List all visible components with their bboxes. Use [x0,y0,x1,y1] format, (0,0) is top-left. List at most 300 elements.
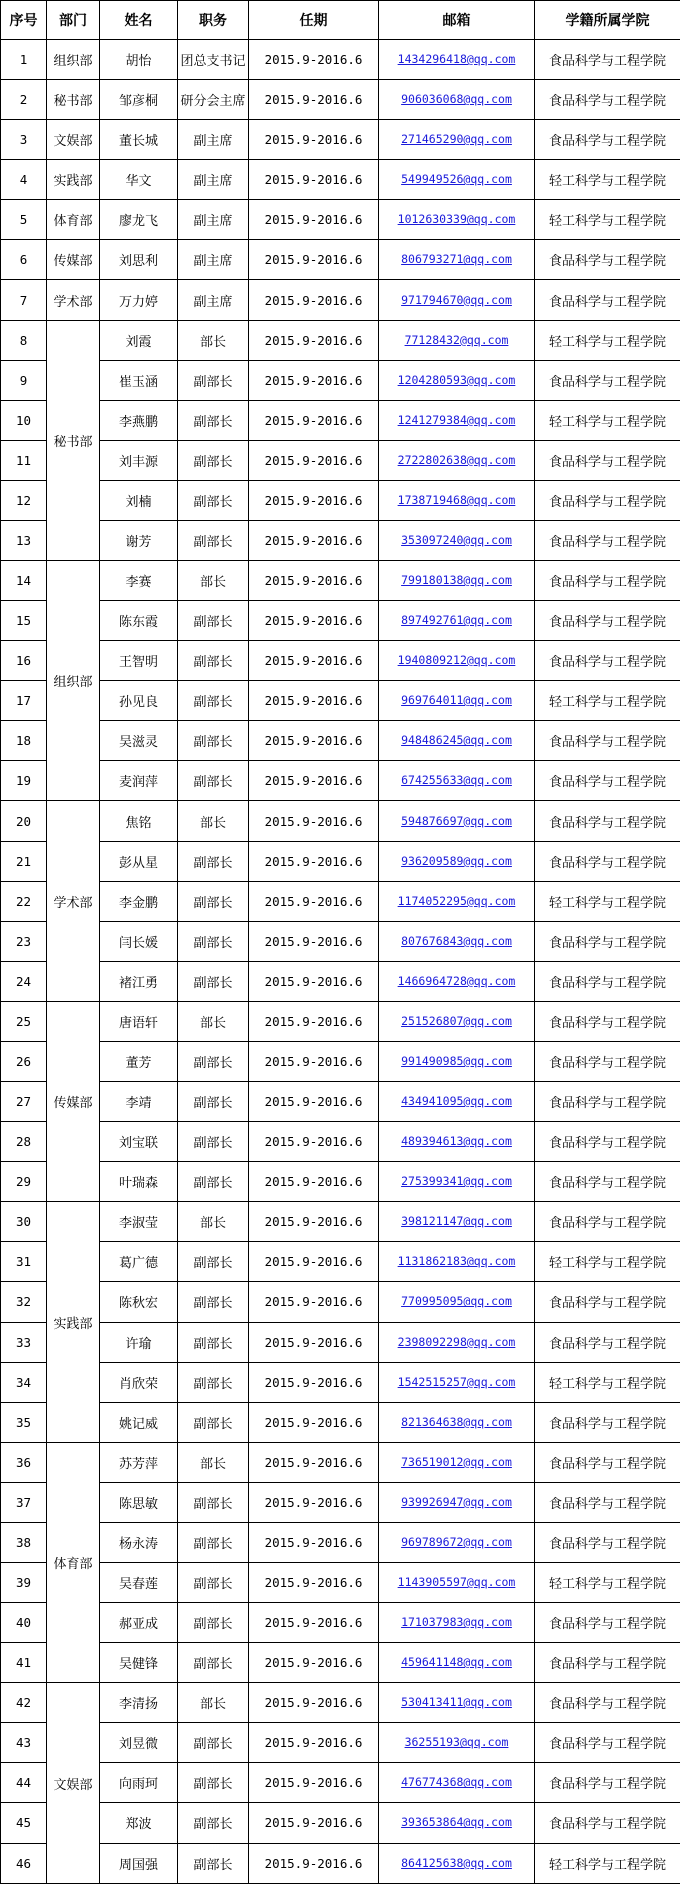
cell-no: 39 [1,1562,47,1602]
cell-name: 李燕鹏 [100,400,178,440]
cell-role: 副部长 [178,1603,249,1643]
cell-term: 2015.9-2016.6 [249,1803,379,1843]
table-row [1,601,680,641]
cell-no: 41 [1,1643,47,1683]
email-link[interactable]: 353097240@qq.com [401,532,512,547]
cell-email [379,1362,535,1402]
cell-college: 食品科学与工程学院 [535,480,680,520]
cell-name: 彭从星 [100,841,178,881]
table-row [1,881,680,921]
cell-role: 副主席 [178,120,249,160]
cell-role: 副部长 [178,520,249,560]
cell-role: 副主席 [178,160,249,200]
cell-role: 副部长 [178,1843,249,1883]
email-link[interactable]: 1241279384@qq.com [397,412,516,427]
cell-name: 刘宝联 [100,1122,178,1162]
cell-college: 食品科学与工程学院 [535,1763,680,1803]
header-no: 序号 [1,1,47,40]
table-row [1,1723,680,1763]
cell-role: 副部长 [178,440,249,480]
table-row [1,200,680,240]
cell-role: 团总支书记 [178,40,249,80]
email-link[interactable]: 948486245@qq.com [401,733,512,748]
email-link[interactable]: 2722802638@qq.com [397,452,516,467]
cell-college: 食品科学与工程学院 [535,841,680,881]
cell-role: 副部长 [178,841,249,881]
table-row [1,1843,680,1883]
table-row [1,280,680,320]
cell-no: 21 [1,841,47,881]
cell-college: 轻工科学与工程学院 [535,320,680,360]
cell-name: 周国强 [100,1843,178,1883]
cell-email [379,1202,535,1242]
cell-term: 2015.9-2016.6 [249,1202,379,1242]
cell-college: 食品科学与工程学院 [535,1322,680,1362]
cell-term: 2015.9-2016.6 [249,40,379,80]
cell-name: 郑波 [100,1803,178,1843]
cell-term: 2015.9-2016.6 [249,1041,379,1081]
cell-role: 副部长 [178,1643,249,1683]
cell-name: 董芳 [100,1041,178,1081]
table-row [1,400,680,440]
cell-term: 2015.9-2016.6 [249,1242,379,1282]
cell-term: 2015.9-2016.6 [249,1482,379,1522]
cell-college: 食品科学与工程学院 [535,921,680,961]
cell-no: 1 [1,40,47,80]
cell-name: 陈东霞 [100,601,178,641]
cell-name: 刘思利 [100,240,178,280]
cell-college: 轻工科学与工程学院 [535,1242,680,1282]
cell-name: 郝亚成 [100,1603,178,1643]
cell-college: 食品科学与工程学院 [535,761,680,801]
cell-role: 部长 [178,1202,249,1242]
cell-role: 副部长 [178,1763,249,1803]
cell-name: 李清扬 [100,1683,178,1723]
email-link[interactable]: 1542515257@qq.com [397,1374,516,1389]
email-link[interactable]: 1143905597@qq.com [397,1575,516,1589]
cell-email [379,400,535,440]
cell-name: 崔玉涵 [100,360,178,400]
cell-name: 褚江勇 [100,961,178,1001]
cell-term: 2015.9-2016.6 [249,1763,379,1803]
header-role: 职务 [178,1,249,40]
cell-name: 杨永涛 [100,1522,178,1562]
cell-college: 食品科学与工程学院 [535,1162,680,1202]
cell-name: 邹彦桐 [100,80,178,120]
email-link[interactable]: 2398092298@qq.com [397,1334,516,1349]
email-link[interactable]: 770995095@qq.com [401,1294,512,1309]
table-row [1,40,680,80]
cell-college: 食品科学与工程学院 [535,1041,680,1081]
cell-term: 2015.9-2016.6 [249,761,379,801]
cell-dept: 秘书部 [47,320,100,560]
cell-role: 副部长 [178,721,249,761]
cell-term: 2015.9-2016.6 [249,240,379,280]
cell-name: 陈秋宏 [100,1282,178,1322]
cell-email [379,1162,535,1202]
cell-email [379,1683,535,1723]
cell-name: 刘霞 [100,320,178,360]
email-link[interactable]: 77128432@qq.com [404,332,509,347]
cell-name: 董长城 [100,120,178,160]
cell-term: 2015.9-2016.6 [249,520,379,560]
cell-no: 31 [1,1242,47,1282]
cell-college: 食品科学与工程学院 [535,240,680,280]
cell-college: 食品科学与工程学院 [535,961,680,1001]
table-row [1,1122,680,1162]
header-dept: 部门 [47,1,100,40]
cell-role: 部长 [178,1001,249,1041]
email-link[interactable]: 936209589@qq.com [401,853,512,868]
cell-email [379,601,535,641]
table-row [1,561,680,601]
cell-college: 食品科学与工程学院 [535,1122,680,1162]
table-row [1,1482,680,1522]
email-link[interactable]: 549949526@qq.com [401,172,512,187]
cell-name: 廖龙飞 [100,200,178,240]
cell-term: 2015.9-2016.6 [249,1723,379,1763]
cell-term: 2015.9-2016.6 [249,200,379,240]
cell-name: 孙见良 [100,681,178,721]
cell-no: 27 [1,1082,47,1122]
cell-no: 22 [1,881,47,921]
cell-email [379,841,535,881]
email-link[interactable]: 36255193@qq.com [404,1735,509,1750]
cell-no: 13 [1,520,47,560]
cell-college: 食品科学与工程学院 [535,1001,680,1041]
cell-name: 李金鹏 [100,881,178,921]
cell-email [379,1082,535,1122]
email-link[interactable]: 807676843@qq.com [401,933,512,948]
table-row [1,721,680,761]
email-link[interactable]: 939926947@qq.com [401,1494,512,1509]
cell-college: 轻工科学与工程学院 [535,400,680,440]
cell-college: 食品科学与工程学院 [535,1683,680,1723]
cell-college: 食品科学与工程学院 [535,360,680,400]
email-link[interactable]: 1174052295@qq.com [397,893,516,908]
cell-email [379,921,535,961]
cell-dept: 文娱部 [47,1683,100,1884]
cell-dept: 传媒部 [47,240,100,280]
table-row [1,801,680,841]
cell-college: 食品科学与工程学院 [535,80,680,120]
email-link[interactable]: 806793271@qq.com [401,252,512,267]
cell-term: 2015.9-2016.6 [249,1282,379,1322]
cell-no: 4 [1,160,47,200]
table-row [1,520,680,560]
email-link[interactable]: 251526807@qq.com [401,1013,512,1028]
cell-role: 副部长 [178,1362,249,1402]
cell-name: 刘楠 [100,480,178,520]
cell-term: 2015.9-2016.6 [249,1843,379,1883]
cell-term: 2015.9-2016.6 [249,1122,379,1162]
cell-college: 食品科学与工程学院 [535,1803,680,1843]
table-row [1,1362,680,1402]
table-body [1,40,680,1884]
cell-email [379,801,535,841]
cell-college: 轻工科学与工程学院 [535,1843,680,1883]
table-row [1,1082,680,1122]
cell-college: 食品科学与工程学院 [535,721,680,761]
table-row [1,921,680,961]
email-link[interactable]: 1466964728@qq.com [397,973,516,988]
email-link[interactable]: 489394613@qq.com [401,1134,512,1149]
cell-no: 17 [1,681,47,721]
cell-role: 副部长 [178,1122,249,1162]
table-row [1,480,680,520]
cell-name: 许瑜 [100,1322,178,1362]
cell-role: 副部长 [178,1041,249,1081]
cell-email [379,561,535,601]
cell-term: 2015.9-2016.6 [249,1082,379,1122]
table-row [1,80,680,120]
cell-college: 轻工科学与工程学院 [535,160,680,200]
cell-college: 食品科学与工程学院 [535,1202,680,1242]
cell-dept: 组织部 [47,40,100,80]
table-row [1,1282,680,1322]
email-link[interactable]: 674255633@qq.com [401,773,512,788]
cell-term: 2015.9-2016.6 [249,120,379,160]
cell-college: 食品科学与工程学院 [535,1402,680,1442]
cell-no: 24 [1,961,47,1001]
header-name: 姓名 [100,1,178,40]
email-link[interactable]: 906036068@qq.com [401,92,512,107]
cell-term: 2015.9-2016.6 [249,360,379,400]
cell-college: 食品科学与工程学院 [535,1643,680,1683]
cell-role: 副部长 [178,921,249,961]
table-row [1,1162,680,1202]
cell-role: 副部长 [178,761,249,801]
cell-name: 谢芳 [100,520,178,560]
email-link[interactable]: 1012630339@qq.com [397,212,516,227]
table-row [1,1041,680,1081]
email-link[interactable]: 476774368@qq.com [401,1775,512,1790]
email-link[interactable]: 275399341@qq.com [401,1174,512,1189]
cell-role: 部长 [178,561,249,601]
cell-dept: 文娱部 [47,120,100,160]
cell-role: 副部长 [178,400,249,440]
cell-no: 38 [1,1522,47,1562]
table-row [1,1001,680,1041]
cell-email [379,480,535,520]
cell-no: 26 [1,1041,47,1081]
table-row [1,240,680,280]
cell-term: 2015.9-2016.6 [249,1683,379,1723]
cell-email [379,1603,535,1643]
cell-term: 2015.9-2016.6 [249,280,379,320]
cell-term: 2015.9-2016.6 [249,1562,379,1602]
cell-name: 华文 [100,160,178,200]
table-row [1,761,680,801]
cell-term: 2015.9-2016.6 [249,320,379,360]
cell-no: 7 [1,280,47,320]
cell-email [379,1482,535,1522]
cell-term: 2015.9-2016.6 [249,1322,379,1362]
cell-email [379,280,535,320]
cell-role: 副部长 [178,1082,249,1122]
cell-term: 2015.9-2016.6 [249,400,379,440]
cell-college: 食品科学与工程学院 [535,1603,680,1643]
cell-email [379,520,535,560]
email-link[interactable]: 594876697@qq.com [401,813,512,828]
cell-no: 20 [1,801,47,841]
cell-email [379,1723,535,1763]
cell-email [379,120,535,160]
cell-no: 34 [1,1362,47,1402]
email-link[interactable]: 969764011@qq.com [401,693,512,708]
table-row [1,1603,680,1643]
cell-role: 副部长 [178,1282,249,1322]
email-link[interactable]: 171037983@qq.com [401,1615,512,1630]
cell-no: 28 [1,1122,47,1162]
cell-role: 副部长 [178,1522,249,1562]
cell-college: 轻工科学与工程学院 [535,881,680,921]
cell-email [379,160,535,200]
cell-email [379,1522,535,1562]
cell-role: 副主席 [178,240,249,280]
cell-name: 李靖 [100,1082,178,1122]
cell-dept: 实践部 [47,160,100,200]
cell-term: 2015.9-2016.6 [249,801,379,841]
cell-college: 轻工科学与工程学院 [535,681,680,721]
email-link[interactable]: 1204280593@qq.com [397,372,516,387]
cell-no: 44 [1,1763,47,1803]
cell-name: 陈思敏 [100,1482,178,1522]
email-link[interactable]: 393653864@qq.com [401,1815,512,1830]
table-row [1,320,680,360]
header-row [1,1,680,40]
cell-email [379,1001,535,1041]
table-row [1,1322,680,1362]
cell-term: 2015.9-2016.6 [249,1522,379,1562]
table-header [1,1,680,40]
cell-no: 6 [1,240,47,280]
cell-email [379,200,535,240]
cell-name: 吴春莲 [100,1562,178,1602]
cell-email [379,320,535,360]
cell-name: 吴健锋 [100,1643,178,1683]
cell-email [379,1442,535,1482]
cell-email [379,360,535,400]
table-row [1,1562,680,1602]
cell-no: 19 [1,761,47,801]
cell-college: 食品科学与工程学院 [535,280,680,320]
email-link[interactable]: 969789672@qq.com [401,1534,512,1549]
cell-name: 万力婷 [100,280,178,320]
cell-name: 葛广德 [100,1242,178,1282]
table-row [1,641,680,681]
cell-dept: 传媒部 [47,1001,100,1201]
cell-no: 12 [1,480,47,520]
email-link[interactable]: 1131862183@qq.com [397,1254,516,1269]
table-row [1,961,680,1001]
table-row [1,160,680,200]
email-link[interactable]: 864125638@qq.com [401,1855,512,1870]
cell-name: 焦铭 [100,801,178,841]
cell-name: 麦润萍 [100,761,178,801]
email-link[interactable]: 398121147@qq.com [401,1214,512,1229]
cell-no: 9 [1,360,47,400]
table-row [1,440,680,480]
cell-no: 10 [1,400,47,440]
cell-no: 30 [1,1202,47,1242]
email-link[interactable]: 971794670@qq.com [401,292,512,307]
cell-term: 2015.9-2016.6 [249,1603,379,1643]
cell-term: 2015.9-2016.6 [249,1001,379,1041]
email-link[interactable]: 1940809212@qq.com [397,653,516,668]
cell-college: 食品科学与工程学院 [535,1482,680,1522]
cell-college: 食品科学与工程学院 [535,120,680,160]
cell-email [379,440,535,480]
email-link[interactable]: 821364638@qq.com [401,1414,512,1429]
header-email: 邮箱 [379,1,535,40]
cell-role: 副主席 [178,280,249,320]
cell-college: 食品科学与工程学院 [535,1282,680,1322]
cell-email [379,240,535,280]
cell-role: 副部长 [178,1322,249,1362]
cell-term: 2015.9-2016.6 [249,80,379,120]
table-row [1,1683,680,1723]
cell-term: 2015.9-2016.6 [249,921,379,961]
table-row [1,1442,680,1482]
email-link[interactable]: 530413411@qq.com [401,1695,512,1710]
cell-email [379,1562,535,1602]
cell-no: 40 [1,1603,47,1643]
cell-role: 副部长 [178,360,249,400]
cell-college: 食品科学与工程学院 [535,520,680,560]
cell-role: 副部长 [178,641,249,681]
cell-name: 王智明 [100,641,178,681]
cell-name: 肖欣荣 [100,1362,178,1402]
cell-role: 副部长 [178,1162,249,1202]
cell-role: 部长 [178,1683,249,1723]
cell-no: 36 [1,1442,47,1482]
cell-no: 32 [1,1282,47,1322]
cell-term: 2015.9-2016.6 [249,681,379,721]
email-link[interactable]: 991490985@qq.com [401,1053,512,1068]
cell-role: 副部长 [178,480,249,520]
cell-name: 闫长媛 [100,921,178,961]
cell-dept: 实践部 [47,1202,100,1442]
cell-email [379,40,535,80]
cell-college: 食品科学与工程学院 [535,1723,680,1763]
email-link[interactable]: 459641148@qq.com [401,1655,512,1670]
cell-college: 轻工科学与工程学院 [535,1562,680,1602]
header-college: 学籍所属学院 [535,1,680,40]
email-link[interactable]: 1738719468@qq.com [397,492,516,507]
cell-college: 食品科学与工程学院 [535,801,680,841]
cell-term: 2015.9-2016.6 [249,160,379,200]
email-link[interactable]: 434941095@qq.com [401,1094,512,1109]
cell-email [379,1843,535,1883]
cell-role: 研分会主席 [178,80,249,120]
cell-email [379,881,535,921]
cell-no: 46 [1,1843,47,1883]
email-link[interactable]: 736519012@qq.com [401,1454,512,1469]
email-link[interactable]: 897492761@qq.com [401,613,512,628]
cell-name: 刘丰源 [100,440,178,480]
cell-email [379,1242,535,1282]
email-link[interactable]: 799180138@qq.com [401,573,512,588]
cell-no: 2 [1,80,47,120]
cell-no: 5 [1,200,47,240]
cell-dept: 秘书部 [47,80,100,120]
email-link[interactable]: 271465290@qq.com [401,132,512,147]
table-row [1,360,680,400]
email-link[interactable]: 1434296418@qq.com [397,52,516,67]
cell-email [379,1041,535,1081]
cell-email [379,721,535,761]
